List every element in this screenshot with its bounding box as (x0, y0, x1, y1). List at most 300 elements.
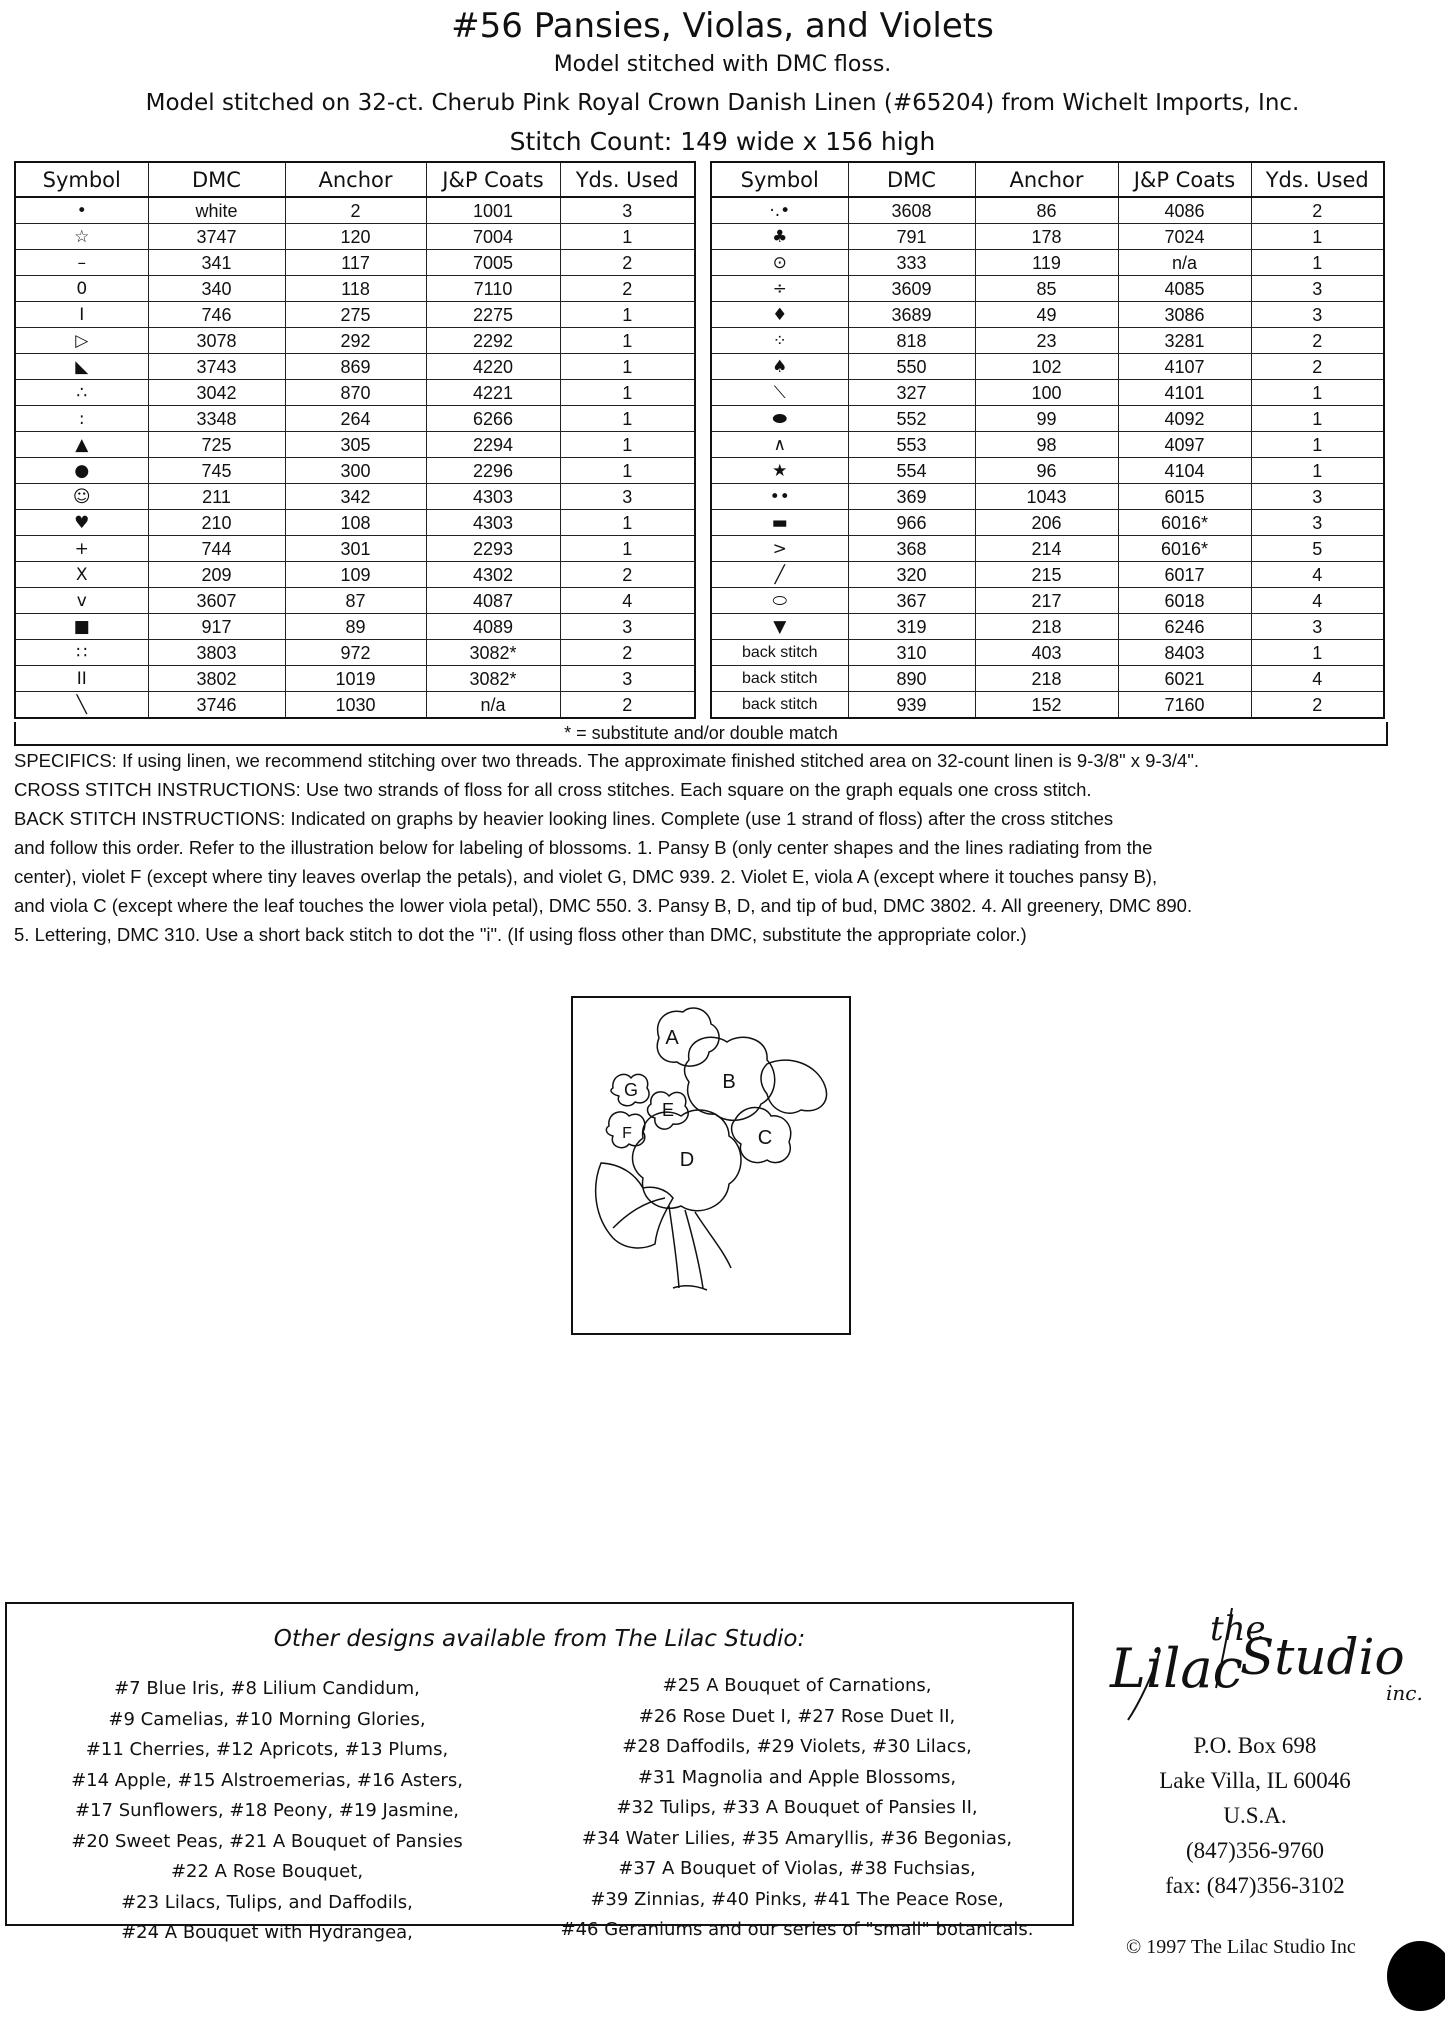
table-cell: 7024 (1118, 224, 1251, 250)
table-cell: 1 (1251, 640, 1384, 666)
symbol-cell: ⊙ (711, 250, 848, 276)
table-cell: 367 (848, 588, 975, 614)
table-cell: 2 (1251, 692, 1384, 719)
table-row (711, 302, 1384, 328)
blossom-label-illustration (571, 996, 851, 1335)
symbol-cell: ·.• (711, 197, 848, 224)
symbol-cell: > (711, 536, 848, 562)
table-cell: 1 (1251, 458, 1384, 484)
table-cell: 4086 (1118, 197, 1251, 224)
other-designs-box (5, 1602, 1074, 1943)
label-b: B (722, 1071, 736, 1093)
logo-studio: Studio (1240, 1628, 1405, 1686)
label-d: D (679, 1149, 695, 1171)
symbol-cell: back stitch (711, 640, 848, 666)
table-cell: 275 (285, 302, 426, 328)
address-po-box: P.O. Box 698 (1193, 1733, 1317, 1758)
symbol-cell: ▲ (15, 432, 148, 458)
table-cell: 264 (285, 406, 426, 432)
table-cell: 117 (285, 250, 426, 276)
table-cell: 1 (560, 354, 695, 380)
table-cell: 3078 (148, 328, 285, 354)
symbol-cell: ● (15, 458, 148, 484)
design-list-item: #32 Tulips, #33 A Bouquet of Pansies II, (616, 1797, 978, 1818)
table-cell: 1 (560, 302, 695, 328)
logo-the: the (1210, 1609, 1266, 1649)
symbol-cell: ♥ (15, 510, 148, 536)
symbol-cell: X (15, 562, 148, 588)
symbol-cell: ◣ (15, 354, 148, 380)
column-header: Symbol (711, 162, 848, 197)
symbol-cell: ☆ (15, 224, 148, 250)
table-cell: 1 (560, 458, 695, 484)
table-cell: 3 (1251, 302, 1384, 328)
table-cell: 972 (285, 640, 426, 666)
lower-leaf (596, 1163, 673, 1248)
symbol-cell: ⬭ (711, 588, 848, 614)
table-cell: n/a (1118, 250, 1251, 276)
table-cell: 3743 (148, 354, 285, 380)
symbol-cell: ╱ (711, 562, 848, 588)
table-cell: 6266 (426, 406, 560, 432)
table-cell: 341 (148, 250, 285, 276)
substitute-footnote: * = substitute and/or double match (14, 722, 1388, 746)
stems (669, 1206, 731, 1290)
table-cell: 178 (975, 224, 1118, 250)
table-row (711, 484, 1384, 510)
table-cell: 333 (848, 250, 975, 276)
table-row (15, 328, 695, 354)
table-row (15, 588, 695, 614)
table-cell: 98 (975, 432, 1118, 458)
table-cell: 745 (148, 458, 285, 484)
table-cell: 100 (975, 380, 1118, 406)
table-cell: 86 (975, 197, 1118, 224)
table-row (711, 562, 1384, 588)
label-e: E (661, 1100, 675, 1120)
table-cell: 403 (975, 640, 1118, 666)
ink-blot (1387, 1941, 1445, 2011)
table-cell: 2 (285, 197, 426, 224)
table-cell: 218 (975, 666, 1118, 692)
table-cell: 3802 (148, 666, 285, 692)
table-row (711, 692, 1384, 719)
table-cell: 206 (975, 510, 1118, 536)
table-row (711, 197, 1384, 224)
instruction-line: center), violet F (except where tiny leaves overlap the petals), and violet G, DMC 939. 2. Violet E, viola A (except where it touches pansy B), (14, 866, 1158, 887)
table-cell: 89 (285, 614, 426, 640)
table-cell: 108 (285, 510, 426, 536)
symbol-cell: II (15, 666, 148, 692)
address-city: Lake Villa, IL 60046 (1159, 1768, 1351, 1793)
table-cell: 1 (1251, 250, 1384, 276)
label-g: G (623, 1080, 639, 1100)
column-header: Anchor (285, 162, 426, 197)
table-cell: 215 (975, 562, 1118, 588)
label-a: A (665, 1027, 679, 1049)
table-cell: 3689 (848, 302, 975, 328)
table-row (711, 354, 1384, 380)
table-cell: 301 (285, 536, 426, 562)
symbol-cell: I (15, 302, 148, 328)
column-header: DMC (848, 162, 975, 197)
table-cell: 7004 (426, 224, 560, 250)
table-cell: 4220 (426, 354, 560, 380)
table-cell: 305 (285, 432, 426, 458)
lilac-studio-logo (1100, 1592, 1445, 1742)
table-cell: 870 (285, 380, 426, 406)
table-cell: 725 (148, 432, 285, 458)
table-cell: 3747 (148, 224, 285, 250)
table-cell: 4 (1251, 666, 1384, 692)
symbol-cell: ∧ (711, 432, 848, 458)
table-cell: 2 (1251, 354, 1384, 380)
table-cell: 99 (975, 406, 1118, 432)
symbol-cell: ☺ (15, 484, 148, 510)
table-cell: 4104 (1118, 458, 1251, 484)
table-cell: 211 (148, 484, 285, 510)
table-cell: 102 (975, 354, 1118, 380)
symbol-cell: ▼ (711, 614, 848, 640)
designs-list-right (527, 1671, 1067, 1946)
table-cell: 369 (848, 484, 975, 510)
symbol-cell: •• (711, 484, 848, 510)
table-cell: 4101 (1118, 380, 1251, 406)
table-row (15, 250, 695, 276)
symbol-cell: ★ (711, 458, 848, 484)
table-cell: 1 (560, 406, 695, 432)
symbol-cell: ÷ (711, 276, 848, 302)
table-cell: 744 (148, 536, 285, 562)
address-country: U.S.A. (1223, 1803, 1287, 1828)
table-cell: 49 (975, 302, 1118, 328)
table-cell: 340 (148, 276, 285, 302)
design-list-item: #23 Lilacs, Tulips, and Daffodils, (121, 1891, 413, 1913)
instruction-line: and follow this order. Refer to the illustration below for labeling of blossoms. 1. Pansy B (only center shapes and the lines radiating from the (14, 837, 1153, 858)
table-cell: 4 (1251, 588, 1384, 614)
table-cell: 966 (848, 510, 975, 536)
table-cell: 1001 (426, 197, 560, 224)
table-cell: 4 (1251, 562, 1384, 588)
symbol-cell: ⁘ (711, 328, 848, 354)
design-list-item: #24 A Bouquet with Hydrangea, (121, 1922, 413, 1943)
table-cell: 6021 (1118, 666, 1251, 692)
label-c: C (757, 1127, 773, 1149)
copyright-notice: © 1997 The Lilac Studio Inc (1126, 1936, 1356, 1958)
design-list-item: #11 Cherries, #12 Apricots, #13 Plums, (85, 1739, 449, 1760)
stitch-count: Stitch Count: 149 wide x 156 high (509, 127, 936, 156)
designs-list-left (7, 1674, 527, 1949)
symbol-cell: ⟍ (711, 380, 848, 406)
table-cell: 7005 (426, 250, 560, 276)
table-cell: 7110 (426, 276, 560, 302)
logo-lilac: Lilac (1110, 1637, 1243, 1700)
table-cell: 3 (1251, 510, 1384, 536)
table-cell: 746 (148, 302, 285, 328)
table-cell: 1 (560, 380, 695, 406)
symbol-cell: back stitch (711, 692, 848, 719)
symbol-cell: ■ (15, 614, 148, 640)
design-list-item: #34 Water Lilies, #35 Amaryllis, #36 Begonias, (581, 1827, 1013, 1849)
table-cell: 3082* (426, 640, 560, 666)
table-row (15, 354, 695, 380)
table-cell: 4089 (426, 614, 560, 640)
table-cell: 3 (1251, 484, 1384, 510)
table-cell: 3082* (426, 666, 560, 692)
symbol-cell: • (15, 197, 148, 224)
instruction-line: 5. Lettering, DMC 310. Use a short back stitch to dot the "i". (If using floss other than DMC, substitute the appropriate color.) (14, 924, 1027, 945)
subtitle-fabric: Model stitched on 32-ct. Cherub Pink Royal Crown Danish Linen (#65204) from Wichelt Imports, Inc. (145, 90, 1300, 116)
design-list-item: #26 Rose Duet I, #27 Rose Duet II, (638, 1705, 956, 1727)
table-cell: 4221 (426, 380, 560, 406)
table-cell: 7160 (1118, 692, 1251, 719)
symbol-cell: back stitch (711, 666, 848, 692)
table-row (15, 432, 695, 458)
color-key-table-left (14, 161, 696, 719)
table-cell: 2 (560, 640, 695, 666)
table-cell: 3281 (1118, 328, 1251, 354)
table-cell: 554 (848, 458, 975, 484)
table-cell: 300 (285, 458, 426, 484)
table-cell: 327 (848, 380, 975, 406)
table-row (711, 250, 1384, 276)
symbol-cell: ♣ (711, 224, 848, 250)
table-cell: 368 (848, 536, 975, 562)
table-row (711, 510, 1384, 536)
table-row (15, 302, 695, 328)
table-cell: 118 (285, 276, 426, 302)
table-cell: 4087 (426, 588, 560, 614)
design-list-item: #20 Sweet Peas, #21 A Bouquet of Pansies (71, 1830, 463, 1852)
table-row (15, 380, 695, 406)
table-cell: 2275 (426, 302, 560, 328)
symbol-cell: ∴ (15, 380, 148, 406)
design-list-item: #9 Camelias, #10 Morning Glories, (108, 1708, 426, 1730)
table-cell: 120 (285, 224, 426, 250)
table-cell: 4302 (426, 562, 560, 588)
symbol-cell: ♠ (711, 354, 848, 380)
table-cell: 4097 (1118, 432, 1251, 458)
table-cell: 342 (285, 484, 426, 510)
table-row (15, 562, 695, 588)
design-list-item: #25 A Bouquet of Carnations, (662, 1675, 932, 1696)
table-cell: 119 (975, 250, 1118, 276)
table-cell: 3 (560, 666, 695, 692)
table-header-row (711, 162, 1384, 197)
table-row (711, 458, 1384, 484)
table-cell: 917 (148, 614, 285, 640)
table-cell: 6017 (1118, 562, 1251, 588)
table-cell: 1019 (285, 666, 426, 692)
table-cell: 4107 (1118, 354, 1251, 380)
table-header-row (15, 162, 695, 197)
table-row (15, 666, 695, 692)
table-cell: 3 (560, 484, 695, 510)
table-cell: 3086 (1118, 302, 1251, 328)
table-cell: 3 (560, 197, 695, 224)
table-cell: 6016* (1118, 536, 1251, 562)
instruction-line: SPECIFICS: If using linen, we recommend stitching over two threads. The approximate finished stitched area on 32-count linen is 9-3/8" x 9-3/4". (14, 750, 1200, 771)
table-cell: 4303 (426, 484, 560, 510)
table-cell: 2 (560, 692, 695, 719)
table-row (15, 224, 695, 250)
table-cell: 109 (285, 562, 426, 588)
page-title: #56 Pansies, Violas, and Violets (451, 6, 994, 46)
right-leaf (761, 1060, 827, 1113)
table-row (15, 484, 695, 510)
table-row (15, 614, 695, 640)
design-list-item: #14 Apple, #15 Alstroemerias, #16 Asters, (71, 1769, 463, 1791)
table-cell: 214 (975, 536, 1118, 562)
table-cell: 3 (1251, 276, 1384, 302)
table-cell: 2294 (426, 432, 560, 458)
table-cell: 319 (848, 614, 975, 640)
table-cell: 292 (285, 328, 426, 354)
logo-inc: inc. (1386, 1681, 1423, 1705)
symbol-cell: ╲ (15, 692, 148, 719)
table-cell: 320 (848, 562, 975, 588)
table-cell: 869 (285, 354, 426, 380)
table-cell: 1 (560, 224, 695, 250)
symbol-cell: + (15, 536, 148, 562)
column-header: Symbol (15, 162, 148, 197)
column-header: J&P Coats (1118, 162, 1251, 197)
symbol-cell: v (15, 588, 148, 614)
table-cell: 2292 (426, 328, 560, 354)
table-cell: 2296 (426, 458, 560, 484)
design-list-item: #46 Geraniums and our series of "small" botanicals. (560, 1919, 1034, 1940)
table-row (15, 406, 695, 432)
other-designs-title: Other designs available from The Lilac Studio: (273, 1626, 806, 1652)
table-cell: 152 (975, 692, 1118, 719)
subtitle-floss: Model stitched with DMC floss. (553, 52, 892, 77)
table-cell: 552 (848, 406, 975, 432)
table-cell: 4303 (426, 510, 560, 536)
table-cell: 218 (975, 614, 1118, 640)
column-header: Anchor (975, 162, 1118, 197)
instruction-line: CROSS STITCH INSTRUCTIONS: Use two strands of floss for all cross stitches. Each square on the graph equals one cross stitch. (14, 779, 1092, 800)
table-cell: 310 (848, 640, 975, 666)
table-cell: 1 (560, 328, 695, 354)
table-cell: 550 (848, 354, 975, 380)
table-cell: 3609 (848, 276, 975, 302)
label-f: F (622, 1125, 632, 1142)
table-cell: 939 (848, 692, 975, 719)
table-cell: 209 (148, 562, 285, 588)
column-header: J&P Coats (426, 162, 560, 197)
table-cell: 2293 (426, 536, 560, 562)
table-cell: 791 (848, 224, 975, 250)
symbol-cell: ▷ (15, 328, 148, 354)
table-row (711, 276, 1384, 302)
table-cell: 2 (1251, 328, 1384, 354)
table-cell: 8403 (1118, 640, 1251, 666)
table-row (15, 640, 695, 666)
table-cell: 3746 (148, 692, 285, 719)
table-cell: 4 (560, 588, 695, 614)
table-cell: 3 (1251, 614, 1384, 640)
table-cell: 3607 (148, 588, 285, 614)
table-cell: 2 (560, 562, 695, 588)
table-cell: 85 (975, 276, 1118, 302)
table-row (711, 328, 1384, 354)
table-row (15, 197, 695, 224)
table-cell: 1 (1251, 432, 1384, 458)
table-cell: 210 (148, 510, 285, 536)
table-row (711, 432, 1384, 458)
table-cell: 96 (975, 458, 1118, 484)
table-row (711, 614, 1384, 640)
symbol-cell: ∷ (15, 640, 148, 666)
address-fax: fax: (847)356-3102 (1165, 1873, 1345, 1898)
table-cell: 5 (1251, 536, 1384, 562)
table-cell: 1043 (975, 484, 1118, 510)
column-header: Yds. Used (1251, 162, 1384, 197)
symbol-cell: 0 (15, 276, 148, 302)
table-cell: 1 (560, 536, 695, 562)
column-header: Yds. Used (560, 162, 695, 197)
table-row (15, 692, 695, 719)
table-cell: 2 (560, 250, 695, 276)
design-list-item: #37 A Bouquet of Violas, #38 Fuchsias, (618, 1858, 976, 1879)
stitch-instructions (14, 746, 1434, 949)
table-cell: 1030 (285, 692, 426, 719)
table-cell: 6018 (1118, 588, 1251, 614)
leaf-vein (613, 1198, 665, 1228)
table-cell: 1 (1251, 406, 1384, 432)
column-header: DMC (148, 162, 285, 197)
table-cell: 217 (975, 588, 1118, 614)
symbol-cell: ♦ (711, 302, 848, 328)
table-row (711, 588, 1384, 614)
table-cell: 87 (285, 588, 426, 614)
table-cell: 23 (975, 328, 1118, 354)
table-row (711, 536, 1384, 562)
table-cell: white (148, 197, 285, 224)
table-cell: 1 (1251, 380, 1384, 406)
symbol-cell: ▬ (711, 510, 848, 536)
symbol-cell: – (15, 250, 148, 276)
table-row (711, 380, 1384, 406)
table-cell: 3803 (148, 640, 285, 666)
design-list-item: #17 Sunflowers, #18 Peony, #19 Jasmine, (75, 1800, 459, 1821)
table-cell: 6016* (1118, 510, 1251, 536)
instruction-line: BACK STITCH INSTRUCTIONS: Indicated on graphs by heavier looking lines. Complete (use 1 strand of floss) after the cross stitches (14, 808, 1114, 829)
table-cell: 1 (560, 510, 695, 536)
table-row (15, 458, 695, 484)
table-row (711, 224, 1384, 250)
table-cell: 4092 (1118, 406, 1251, 432)
table-cell: 2 (560, 276, 695, 302)
design-list-item: #28 Daffodils, #29 Violets, #30 Lilacs, (622, 1736, 972, 1757)
table-cell: 3042 (148, 380, 285, 406)
design-list-item: #31 Magnolia and Apple Blossoms, (637, 1766, 957, 1788)
table-cell: 3 (560, 614, 695, 640)
table-cell: 4085 (1118, 276, 1251, 302)
table-cell: 1 (1251, 224, 1384, 250)
table-cell: 890 (848, 666, 975, 692)
design-list-item: #7 Blue Iris, #8 Lilium Candidum, (114, 1678, 420, 1699)
table-row (15, 510, 695, 536)
address-phone: (847)356-9760 (1186, 1838, 1324, 1863)
symbol-cell: : (15, 406, 148, 432)
table-cell: 2 (1251, 197, 1384, 224)
instruction-line: and viola C (except where the leaf touches the lower viola petal), DMC 550. 3. Pansy B, D, and tip of bud, DMC 3802. 4. All greenery, DMC 890. (14, 895, 1193, 916)
table-cell: 1 (560, 432, 695, 458)
design-list-item: #22 A Rose Bouquet, (170, 1861, 364, 1882)
table-cell: 553 (848, 432, 975, 458)
color-key-table-right (710, 161, 1385, 719)
